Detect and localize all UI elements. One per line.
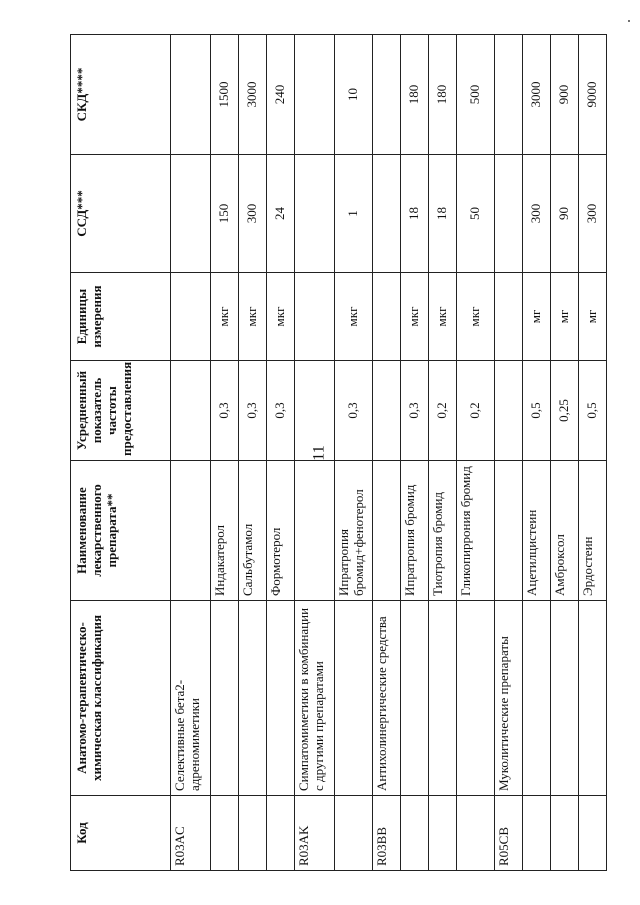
skd-cell: 180 bbox=[401, 35, 429, 155]
code-cell bbox=[457, 796, 495, 871]
ssd-cell bbox=[295, 155, 335, 273]
frequency-cell bbox=[495, 361, 523, 461]
ssd-cell: 1 bbox=[335, 155, 373, 273]
ssd-cell: 300 bbox=[523, 155, 551, 273]
frequency-cell: 0,2 bbox=[457, 361, 495, 461]
unit-cell: мкг bbox=[267, 273, 295, 361]
code-cell: R03AC bbox=[171, 796, 211, 871]
unit-cell: мг bbox=[579, 273, 607, 361]
table-row bbox=[429, 35, 457, 871]
frequency-cell: 0,3 bbox=[239, 361, 267, 461]
drug-name-cell: Ацетилцистеин bbox=[523, 461, 551, 601]
code-cell bbox=[579, 796, 607, 871]
table-row bbox=[579, 35, 607, 871]
header-code: Код bbox=[71, 796, 171, 871]
unit-cell: мкг bbox=[429, 273, 457, 361]
ssd-cell: 150 bbox=[211, 155, 239, 273]
page-number: 11 bbox=[310, 445, 328, 461]
ssd-cell: 18 bbox=[401, 155, 429, 273]
header-frequency: Усредненный показатель частоты предоставления bbox=[71, 361, 171, 461]
table-row bbox=[401, 35, 429, 871]
ssd-cell: 300 bbox=[579, 155, 607, 273]
drug-name-cell: Тиотропия бромид bbox=[429, 461, 457, 601]
skd-cell: 180 bbox=[429, 35, 457, 155]
skd-cell: 9000 bbox=[579, 35, 607, 155]
frequency-cell: 0,3 bbox=[335, 361, 373, 461]
skd-cell bbox=[495, 35, 523, 155]
ssd-cell: 50 bbox=[457, 155, 495, 273]
atc-class-cell bbox=[429, 601, 457, 796]
table-row bbox=[267, 35, 295, 871]
unit-cell bbox=[171, 273, 211, 361]
drug-table bbox=[70, 34, 607, 871]
header-unit: Единицы измерения bbox=[71, 273, 171, 361]
atc-class-cell bbox=[579, 601, 607, 796]
atc-class-cell bbox=[551, 601, 579, 796]
table-header-row bbox=[71, 35, 171, 871]
table-row bbox=[457, 35, 495, 871]
table-wrapper bbox=[70, 35, 600, 871]
frequency-cell: 0,3 bbox=[211, 361, 239, 461]
drug-name-cell: Эрдостеин bbox=[579, 461, 607, 601]
table-row bbox=[295, 35, 335, 871]
drug-name-cell: Ипратропия бромид bbox=[401, 461, 429, 601]
atc-class-cell bbox=[523, 601, 551, 796]
atc-class-cell bbox=[211, 601, 239, 796]
drug-name-cell bbox=[295, 461, 335, 601]
unit-cell: мг bbox=[523, 273, 551, 361]
skd-cell: 3000 bbox=[239, 35, 267, 155]
skd-cell bbox=[171, 35, 211, 155]
atc-class-cell bbox=[457, 601, 495, 796]
atc-class-cell bbox=[401, 601, 429, 796]
header-ssd: ССД*** bbox=[71, 155, 171, 273]
code-cell bbox=[267, 796, 295, 871]
drug-name-cell: Формотерол bbox=[267, 461, 295, 601]
code-cell bbox=[429, 796, 457, 871]
skd-cell: 10 bbox=[335, 35, 373, 155]
code-cell bbox=[239, 796, 267, 871]
drug-name-cell: Амброксол bbox=[551, 461, 579, 601]
atc-class-cell: Симпатомиметики в комбинации с другими препаратами bbox=[295, 601, 335, 796]
code-cell bbox=[335, 796, 373, 871]
unit-cell: мкг bbox=[457, 273, 495, 361]
unit-cell: мкг bbox=[239, 273, 267, 361]
atc-class-cell: Селективные бета2-адреномиметики bbox=[171, 601, 211, 796]
scan-speck bbox=[628, 20, 630, 22]
skd-cell: 900 bbox=[551, 35, 579, 155]
drug-name-cell bbox=[495, 461, 523, 601]
ssd-cell bbox=[495, 155, 523, 273]
table-row bbox=[495, 35, 523, 871]
unit-cell: мкг bbox=[401, 273, 429, 361]
unit-cell: мкг bbox=[335, 273, 373, 361]
drug-name-cell bbox=[373, 461, 401, 601]
frequency-cell: 0,25 bbox=[551, 361, 579, 461]
frequency-cell bbox=[171, 361, 211, 461]
drug-name-cell: Сальбутамол bbox=[239, 461, 267, 601]
table-row bbox=[551, 35, 579, 871]
skd-cell bbox=[295, 35, 335, 155]
table-row bbox=[335, 35, 373, 871]
table-row bbox=[211, 35, 239, 871]
table-row bbox=[523, 35, 551, 871]
skd-cell: 3000 bbox=[523, 35, 551, 155]
ssd-cell: 90 bbox=[551, 155, 579, 273]
atc-class-cell bbox=[267, 601, 295, 796]
table-row bbox=[373, 35, 401, 871]
atc-class-cell: Муколитические препараты bbox=[495, 601, 523, 796]
atc-class-cell bbox=[239, 601, 267, 796]
code-cell: R03AK bbox=[295, 796, 335, 871]
unit-cell: мкг bbox=[211, 273, 239, 361]
drug-name-cell bbox=[171, 461, 211, 601]
skd-cell bbox=[373, 35, 401, 155]
table-row bbox=[171, 35, 211, 871]
ssd-cell bbox=[373, 155, 401, 273]
drug-name-cell: Гликопиррония бромид bbox=[457, 461, 495, 601]
ssd-cell bbox=[171, 155, 211, 273]
code-cell: R03BB bbox=[373, 796, 401, 871]
frequency-cell: 0,3 bbox=[401, 361, 429, 461]
header-drug-name: Наименование лекарственного препарата** bbox=[71, 461, 171, 601]
unit-cell: мг bbox=[551, 273, 579, 361]
unit-cell bbox=[495, 273, 523, 361]
table-row bbox=[239, 35, 267, 871]
drug-name-cell: Ипратропия бромид+фенотерол bbox=[335, 461, 373, 601]
skd-cell: 240 bbox=[267, 35, 295, 155]
code-cell bbox=[551, 796, 579, 871]
unit-cell bbox=[295, 273, 335, 361]
frequency-cell: 0,2 bbox=[429, 361, 457, 461]
code-cell bbox=[523, 796, 551, 871]
frequency-cell: 0,3 bbox=[267, 361, 295, 461]
frequency-cell: 0,5 bbox=[579, 361, 607, 461]
skd-cell: 1500 bbox=[211, 35, 239, 155]
code-cell bbox=[211, 796, 239, 871]
frequency-cell: 0,5 bbox=[523, 361, 551, 461]
atc-class-cell bbox=[335, 601, 373, 796]
header-atc-class: Анатомо-терапевтическо-химическая классификация bbox=[71, 601, 171, 796]
drug-name-cell: Индакатерол bbox=[211, 461, 239, 601]
code-cell bbox=[401, 796, 429, 871]
ssd-cell: 18 bbox=[429, 155, 457, 273]
code-cell: R05CB bbox=[495, 796, 523, 871]
header-skd: СКД**** bbox=[71, 35, 171, 155]
ssd-cell: 300 bbox=[239, 155, 267, 273]
frequency-cell bbox=[295, 361, 335, 461]
atc-class-cell: Антихолинергические средства bbox=[373, 601, 401, 796]
ssd-cell: 24 bbox=[267, 155, 295, 273]
skd-cell: 500 bbox=[457, 35, 495, 155]
frequency-cell bbox=[373, 361, 401, 461]
unit-cell bbox=[373, 273, 401, 361]
